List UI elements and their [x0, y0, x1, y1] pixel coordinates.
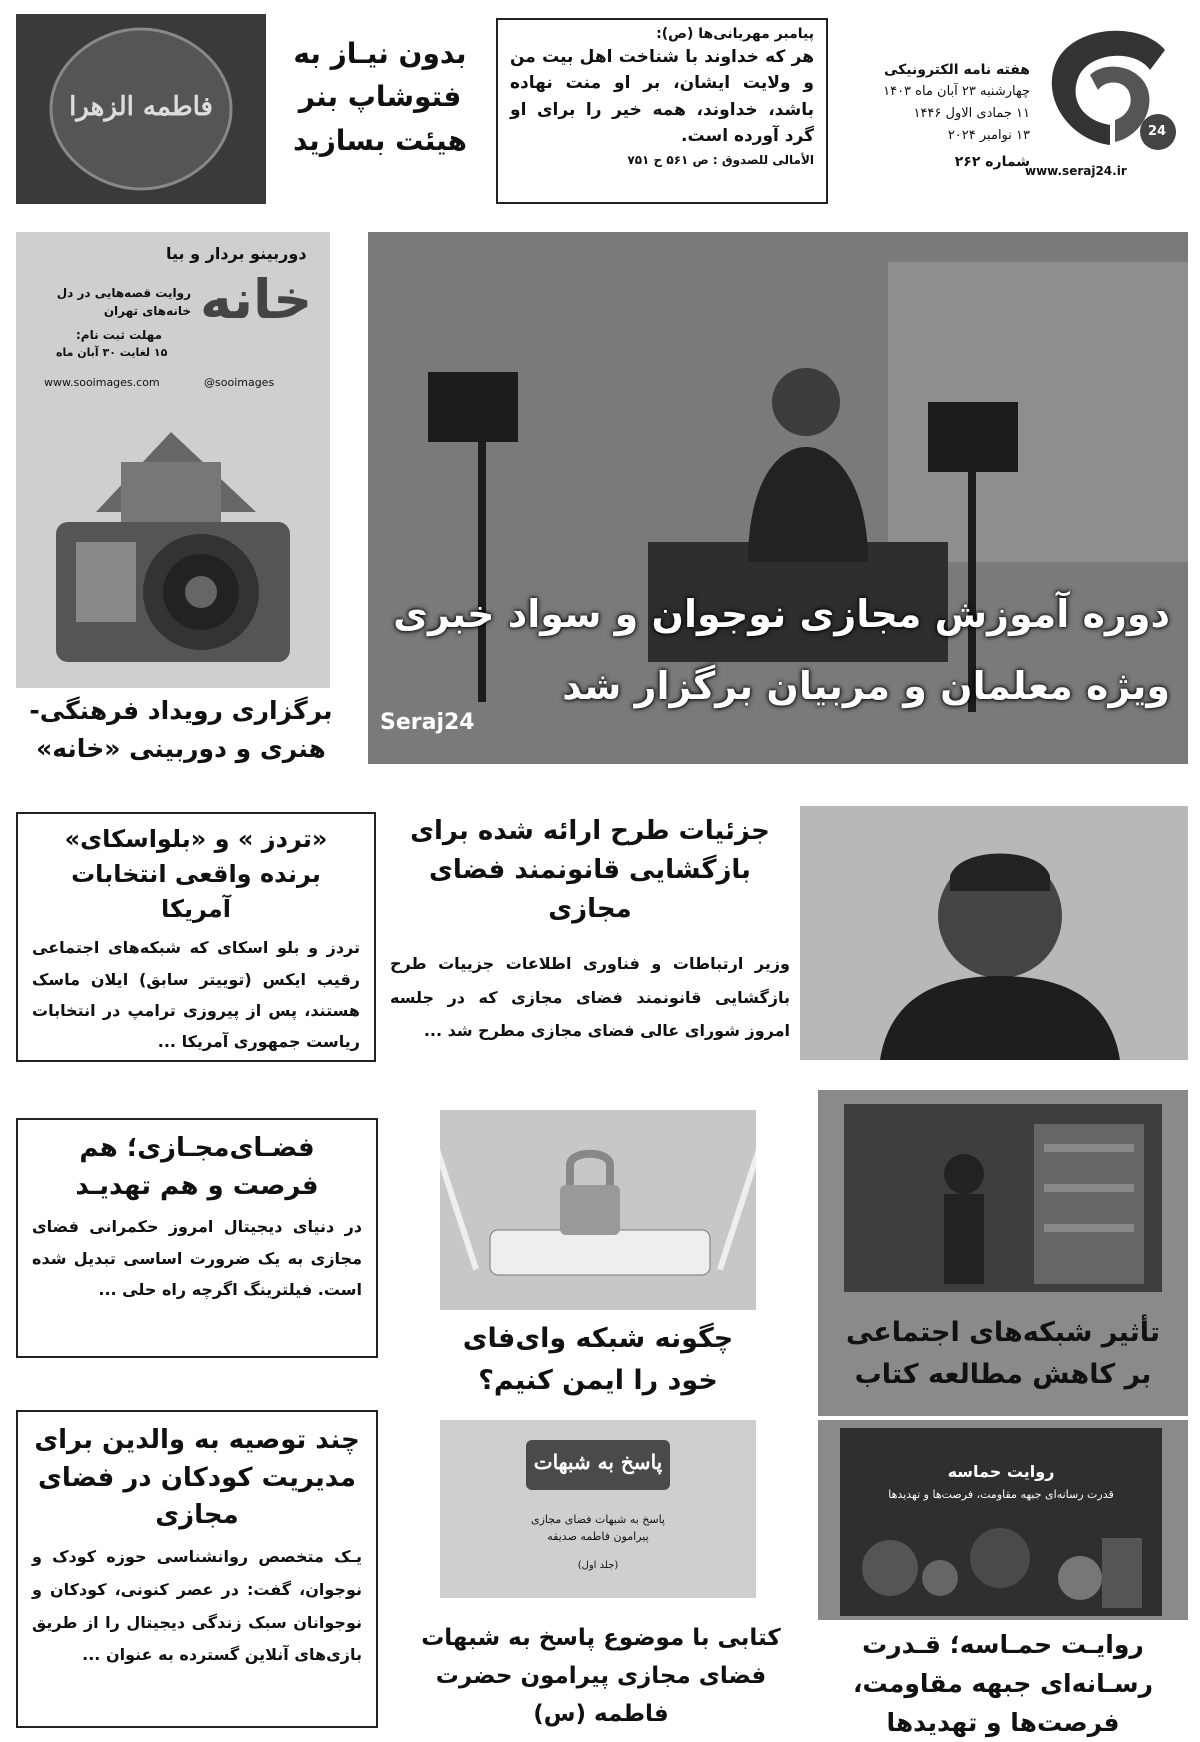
law-body: وزیر ارتباطات و فناوری اطلاعات جزییات طرح بازگشایی قانونمند فضای مجازی که در جلسه امروز شورای عالی فضای مجازی مطرح شد ... [390, 954, 790, 1041]
hadith-box [496, 18, 828, 204]
date-hijri: ۱۱ جمادی الاول ۱۴۴۶ [913, 106, 1030, 121]
spheres-icon [850, 1518, 1150, 1613]
poster-subtitle: روایت قصه‌هایی در دل خانه‌های تهران [56, 286, 191, 318]
seraj-logo-icon [1030, 20, 1180, 160]
threads-headline: «تردز » و «بلواسکای» برنده واقعی انتخابات آمریکا [64, 825, 328, 923]
column-divider [818, 1416, 1188, 1420]
social-headline: تأثیر شبکه‌های اجتماعی بر کاهش مطالعه کتاب [845, 1317, 1161, 1390]
parents-story-box[interactable] [16, 1410, 378, 1728]
cyberspace-story-box[interactable] [16, 1118, 378, 1358]
book-cover-volume: (جلد اول) [577, 1560, 619, 1571]
portrait-icon [800, 806, 1188, 1060]
resistance-headline[interactable]: روایـت حمـاسه؛ قـدرت رسـانه‌ای جبهه مقاومت، فرصت‌ها و تهدیدها [852, 1630, 1154, 1737]
book-headline[interactable]: کتابی با موضوع پاسخ به شبهات فضای مجازی پیرامون حضرت فاطمه (س) [421, 1625, 781, 1727]
fatima-calligraphy-image [16, 14, 266, 204]
logo-badge: 24 [1148, 124, 1167, 139]
cyberspace-headline: فضـای‌مجـازی؛ هم فرصت و هم تهدیـد [75, 1133, 319, 1201]
router-lock-icon [440, 1110, 756, 1310]
parents-body: یـک متخصص روانشناسی حوزه کودک و نوجوان، گفت: در عصر کنونی، کودکان و نوجوانان سبک زندگی دیجیتال را از طریق بازی‌های آنلاین گسترده به عنوان ... [32, 1547, 362, 1665]
poster-caption[interactable]: برگزاری رویداد فرهنگی-هنری و دوربینی «خانه» [29, 696, 333, 763]
poster-handle[interactable]: @sooimages [204, 376, 275, 389]
poster-tagline: دوربینو بردار و بیا [166, 244, 307, 263]
issue-number: شماره ۲۶۲ [954, 154, 1030, 170]
cyberspace-body: در دنیای دیجیتال امروز حکمرانی فضای مجازی به یک ضرورت اساسی تبدیل شده است. فیلترینگ اگرچه راه حلی ... [32, 1217, 362, 1299]
law-story[interactable] [390, 812, 790, 1062]
seraj-logo [1030, 20, 1180, 160]
parents-headline: چند توصیه به والدین برای مدیریت کودکان در فضای مجازی [34, 1425, 360, 1531]
lead-headline-line1: دوره آموزش مجازی نوجوان و سواد خبری [393, 592, 1170, 636]
hadith-source: الأمالی للصدوق : ص ۵۶۱ ح ۷۵۱ [627, 153, 814, 168]
book-cover[interactable] [440, 1420, 756, 1598]
minister-photo[interactable] [800, 806, 1188, 1060]
calligraphy-text: فاطمه الزهرا [69, 92, 213, 122]
photo-watermark: Seraj24 [380, 710, 475, 735]
resistance-poster-title: روایت حماسه [947, 1462, 1055, 1481]
wifi-headline[interactable]: چگونه شبکه وای‌فای خود را ایمن کنیم؟ [462, 1323, 734, 1396]
masthead [880, 14, 1190, 189]
poster-deadline: مهلت ثبت نام: [76, 328, 163, 342]
book-cover-title: پاسخ به شبهات [533, 1450, 663, 1474]
camera-house-icon [26, 402, 320, 682]
law-headline: جزئیات طرح ارائه شده برای بازگشایی قانونمند فضای مجازی [410, 816, 770, 924]
publication-type: هفته نامه الکترونیکی [883, 62, 1030, 78]
resistance-event-poster[interactable] [840, 1428, 1162, 1616]
book-cover-subtitle: پاسخ به شبهات فضای مجازی پیرامون فاطمه صدیقه [530, 1513, 665, 1543]
date-persian: چهارشنبه ۲۳ آبان ماه ۱۴۰۳ [883, 84, 1030, 99]
hadith-text: هر که خداوند با شناخت اهل بیت من و ولایت ایشان، بر او منت نهاده باشد، خداوند، همه خیر را برای او گرد آورده است. [510, 47, 814, 147]
poster-title: خانه [200, 268, 313, 331]
website-link[interactable]: www.seraj24.ir [1025, 164, 1127, 178]
lead-headline-line2: ویژه معلمان و مربیان برگزار شد [562, 664, 1170, 708]
resistance-poster-subtitle: قدرت رسانه‌ای جبهه مقاومت، فرصت‌ها و تهدیدها [888, 1488, 1114, 1501]
date-gregorian: ۱۳ نوامبر ۲۰۲۴ [947, 128, 1030, 143]
social-reading-panel[interactable] [818, 1090, 1188, 1420]
poster-website[interactable]: www.sooimages.com [44, 376, 160, 389]
poster-deadline-dates: ۱۵ لغایت ۳۰ آبان ماه [56, 346, 168, 359]
hadith-title: پیامبر مهربانی‌ها (ص): [656, 26, 814, 42]
khane-poster[interactable] [16, 232, 330, 688]
threads-story-box[interactable] [16, 812, 376, 1062]
lead-story-photo[interactable] [368, 232, 1188, 764]
threads-body: تردز و بلو اسکای که شبکه‌های اجتماعی رقیب ایکس (توییتر سابق) ایلان ماسک هستند، پس از پیروزی ترامپ در انتخابات ریاست جمهوری آمریکا ... [32, 938, 360, 1051]
promo-text[interactable]: بدون نیـاز به فتوشاپ بنر هیئت بسازید [293, 37, 467, 157]
bookstore-photo [844, 1104, 1162, 1292]
bookshelf-icon [844, 1104, 1162, 1292]
wifi-router-photo[interactable] [440, 1110, 756, 1310]
